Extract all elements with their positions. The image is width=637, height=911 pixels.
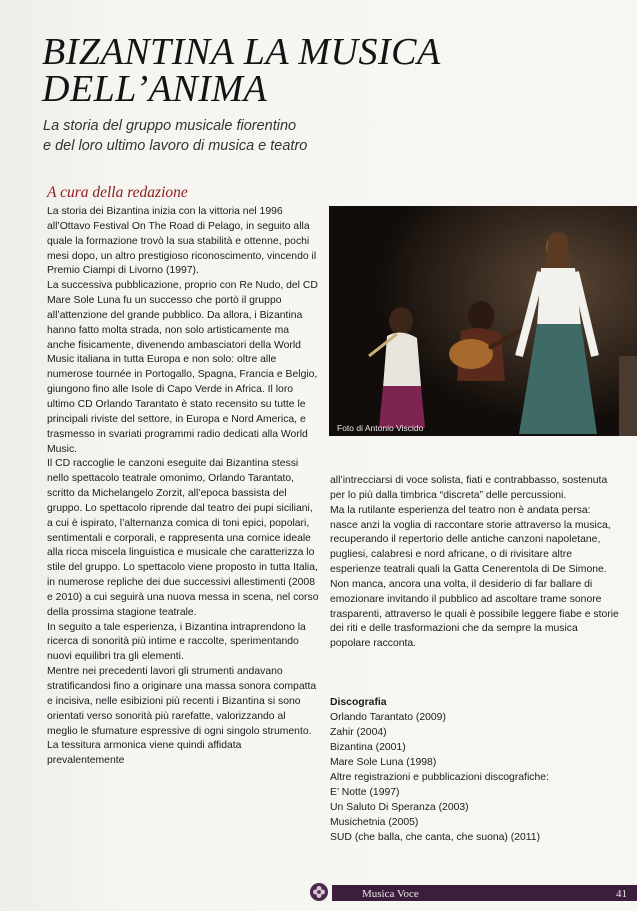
concert-photo xyxy=(329,206,637,436)
paragraph: In seguito a tale esperienza, i Bizantina intraprendono la ricerca di sonorità più intime e raccolte, sperimentando nuovi equilibri tra gli elementi. xyxy=(47,621,306,663)
magazine-name: Musica Voce xyxy=(362,888,419,900)
discography-item: Musichetnia (2005) xyxy=(330,817,419,828)
page-number: 41 xyxy=(616,888,627,900)
article-subtitle xyxy=(43,116,473,156)
flower-logo-graphic xyxy=(310,883,328,901)
discography-item: Altre registrazioni e pubblicazioni discografiche: xyxy=(330,772,549,783)
paragraph: Il CD raccoglie le canzoni eseguite dai Bizantina stessi nello spettacolo teatrale omonimo, Orlando Tarantato, scritto da Michelangelo Zorzit, all’epoca bassista del gruppo. Lo spettacolo riprende dal teatro dei pupi siciliani, a cui è ispirato, l’alternanza comica di toni epici, popolari, sentimentali e corporali, e rappresenta una cornice ideale alla ricca miscela linguistica e musicale che caratterizza lo stile del gruppo. Lo spettacolo viene proposto in tutta Italia, in numerose repliche dei due successivi allestimenti (2008 e 2010) a cui seguirà una nuova messa in scena, nel corso della prossima stagione teatrale. xyxy=(47,458,319,618)
page-footer xyxy=(310,883,637,903)
body-column-right xyxy=(330,474,620,652)
title-line-2: DELL’ANIMA xyxy=(42,68,268,110)
discography-item: E’ Notte (1997) xyxy=(330,787,400,798)
paragraph: Ma la rutilante esperienza del teatro non è andata persa: nasce anzi la voglia di raccontare storie attraverso la musica, recuperando il repertorio delle antiche canzoni napoletane, pugliesi, calabresi e nord africane, o di rivisitare altre esperienze teatrali quali la Gatta Cenerentola di De Simone. Non manca, ancora una volta, il desiderio di far ballare di emozionare invitando il pubblico ad ascoltare trame sonore trasparenti, attraverso le quali è possibile leggere fiabe e storie dei riti e delle trasformazioni che da sempre la musica popolare racconta. xyxy=(330,504,619,650)
discography xyxy=(330,695,610,845)
discography-item: Un Saluto Di Speranza (2003) xyxy=(330,802,469,813)
flower-logo-icon xyxy=(310,883,328,901)
discography-title: Discografia xyxy=(330,697,387,708)
paragraph: all’intrecciarsi di voce solista, fiati e contrabbasso, sostenuta per lo più dalla timbrica “discreta” delle percussioni. xyxy=(330,475,608,501)
paragraph: La storia dei Bizantina inizia con la vittoria nel 1996 all’Ottavo Festival On The Road di Pelago, in seguito alla quale la formazione trovò la sua stabilità e ottenne, pochi mesi dopo, un altro prestigioso riconoscimento, vincendo il Premio Ciampi di Livorno (1997). xyxy=(47,206,317,277)
discography-item: Mare Sole Luna (1998) xyxy=(330,757,437,768)
footer-bar xyxy=(332,885,637,901)
discography-item: Bizantina (2001) xyxy=(330,742,406,753)
article-title xyxy=(42,31,562,110)
title-line-1: BIZANTINA LA MUSICA xyxy=(42,31,441,73)
discography-item: Orlando Tarantato (2009) xyxy=(330,712,446,723)
paragraph: La successiva pubblicazione, proprio con Re Nudo, del CD Mare Sole Luna fu un successo che portò il gruppo all’attenzione del grande pubblico. Da allora, i Bizantina hanno fatto molta strada, non solo artisticamente ma anche fisicamente, divenendo ambasciatori della World Music italiana in tutta Europa e non solo: oltre alle numerose tournée in Portogallo, Spagna, Francia e Belgio, giungono fino alle Isole di Capo Verde in Africa. Il loro ultimo CD Orlando Tarantato è stato recensito su tutte le principali riviste del settore, in Europa e Nord America, e trasmesso in svariati programmi radio dedicati alla World Music. xyxy=(47,280,318,455)
byline: A cura della redazione xyxy=(47,184,188,201)
stage-performance-image xyxy=(329,206,637,436)
body-column-left xyxy=(47,205,319,769)
paragraph: Mentre nei precedenti lavori gli strumenti andavano stratificandosi fino a originare una massa sonora compatta e incisiva, nelle esibizioni più recenti i Bizantina si sono orientati verso sonorità più rarefatte, valorizzando al meglio le sfumature espressive di ogni singolo strumento. La tessitura armonica viene quindi affidata prevalentemente xyxy=(47,666,317,767)
subtitle-line-1: La storia del gruppo musicale fiorentino xyxy=(43,118,297,134)
discography-item: Zahir (2004) xyxy=(330,727,387,738)
photo-caption: Foto di Antonio Viscido xyxy=(337,423,424,433)
subtitle-line-2: e del loro ultimo lavoro di musica e teatro xyxy=(43,138,308,154)
discography-item: SUD (che balla, che canta, che suona) (2011) xyxy=(330,832,541,843)
